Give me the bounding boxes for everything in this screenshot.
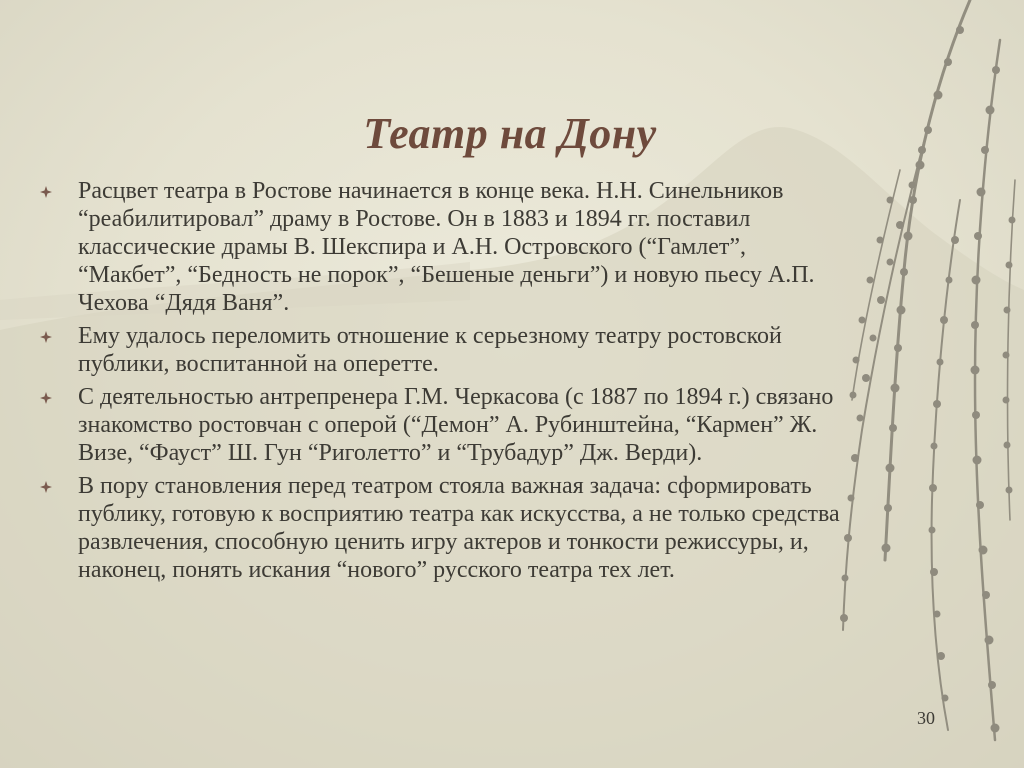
- diamond-bullet-icon: [40, 331, 52, 343]
- page-number: 30: [917, 708, 935, 728]
- bullet-item: [40, 472, 840, 584]
- bullet-item: [40, 177, 840, 317]
- bullet-item: [40, 322, 840, 378]
- slide-title: Театр на Дону: [363, 109, 657, 158]
- bullet-item: [40, 383, 840, 467]
- bullet-text: С деятельностью антрепренера Г.М. Черкасова (с 1887 по 1894 г.) связано знакомство ростовчан с оперой (“Демон” А. Рубинштейна, “Кармен” Ж. Визе, “Фауст” Ш. Гун “Риголетто” и “Трубадур” Дж. Верди).: [78, 384, 834, 466]
- diamond-bullet-icon: [40, 481, 52, 493]
- bullet-list: [40, 177, 840, 589]
- diamond-bullet-icon: [40, 186, 52, 198]
- bullet-text: В пору становления перед театром стояла важная задача: сформировать публику, готовую к восприятию театра как искусства, а не только средства развлечения, способную ценить игру актеров и тонкости режиссуры, и, наконец, понять искания “нового” русского театра тех лет.: [78, 473, 840, 583]
- bullet-text: Ему удалось переломить отношение к серьезному театру ростовской публики, воспитанной на оперетте.: [78, 323, 782, 377]
- diamond-bullet-icon: [40, 392, 52, 404]
- bullet-text: Расцвет театра в Ростове начинается в конце века. Н.Н. Синельников “реабилитировал” драму в Ростове. Он в 1883 и 1894 гг. поставил классические драмы В. Шекспира и А.Н. Островского (“Гамлет”, “Макбет”, “Бедность не порок”, “Бешеные деньги”) и новую пьесу А.П. Чехова “Дядя Ваня”.: [78, 178, 815, 316]
